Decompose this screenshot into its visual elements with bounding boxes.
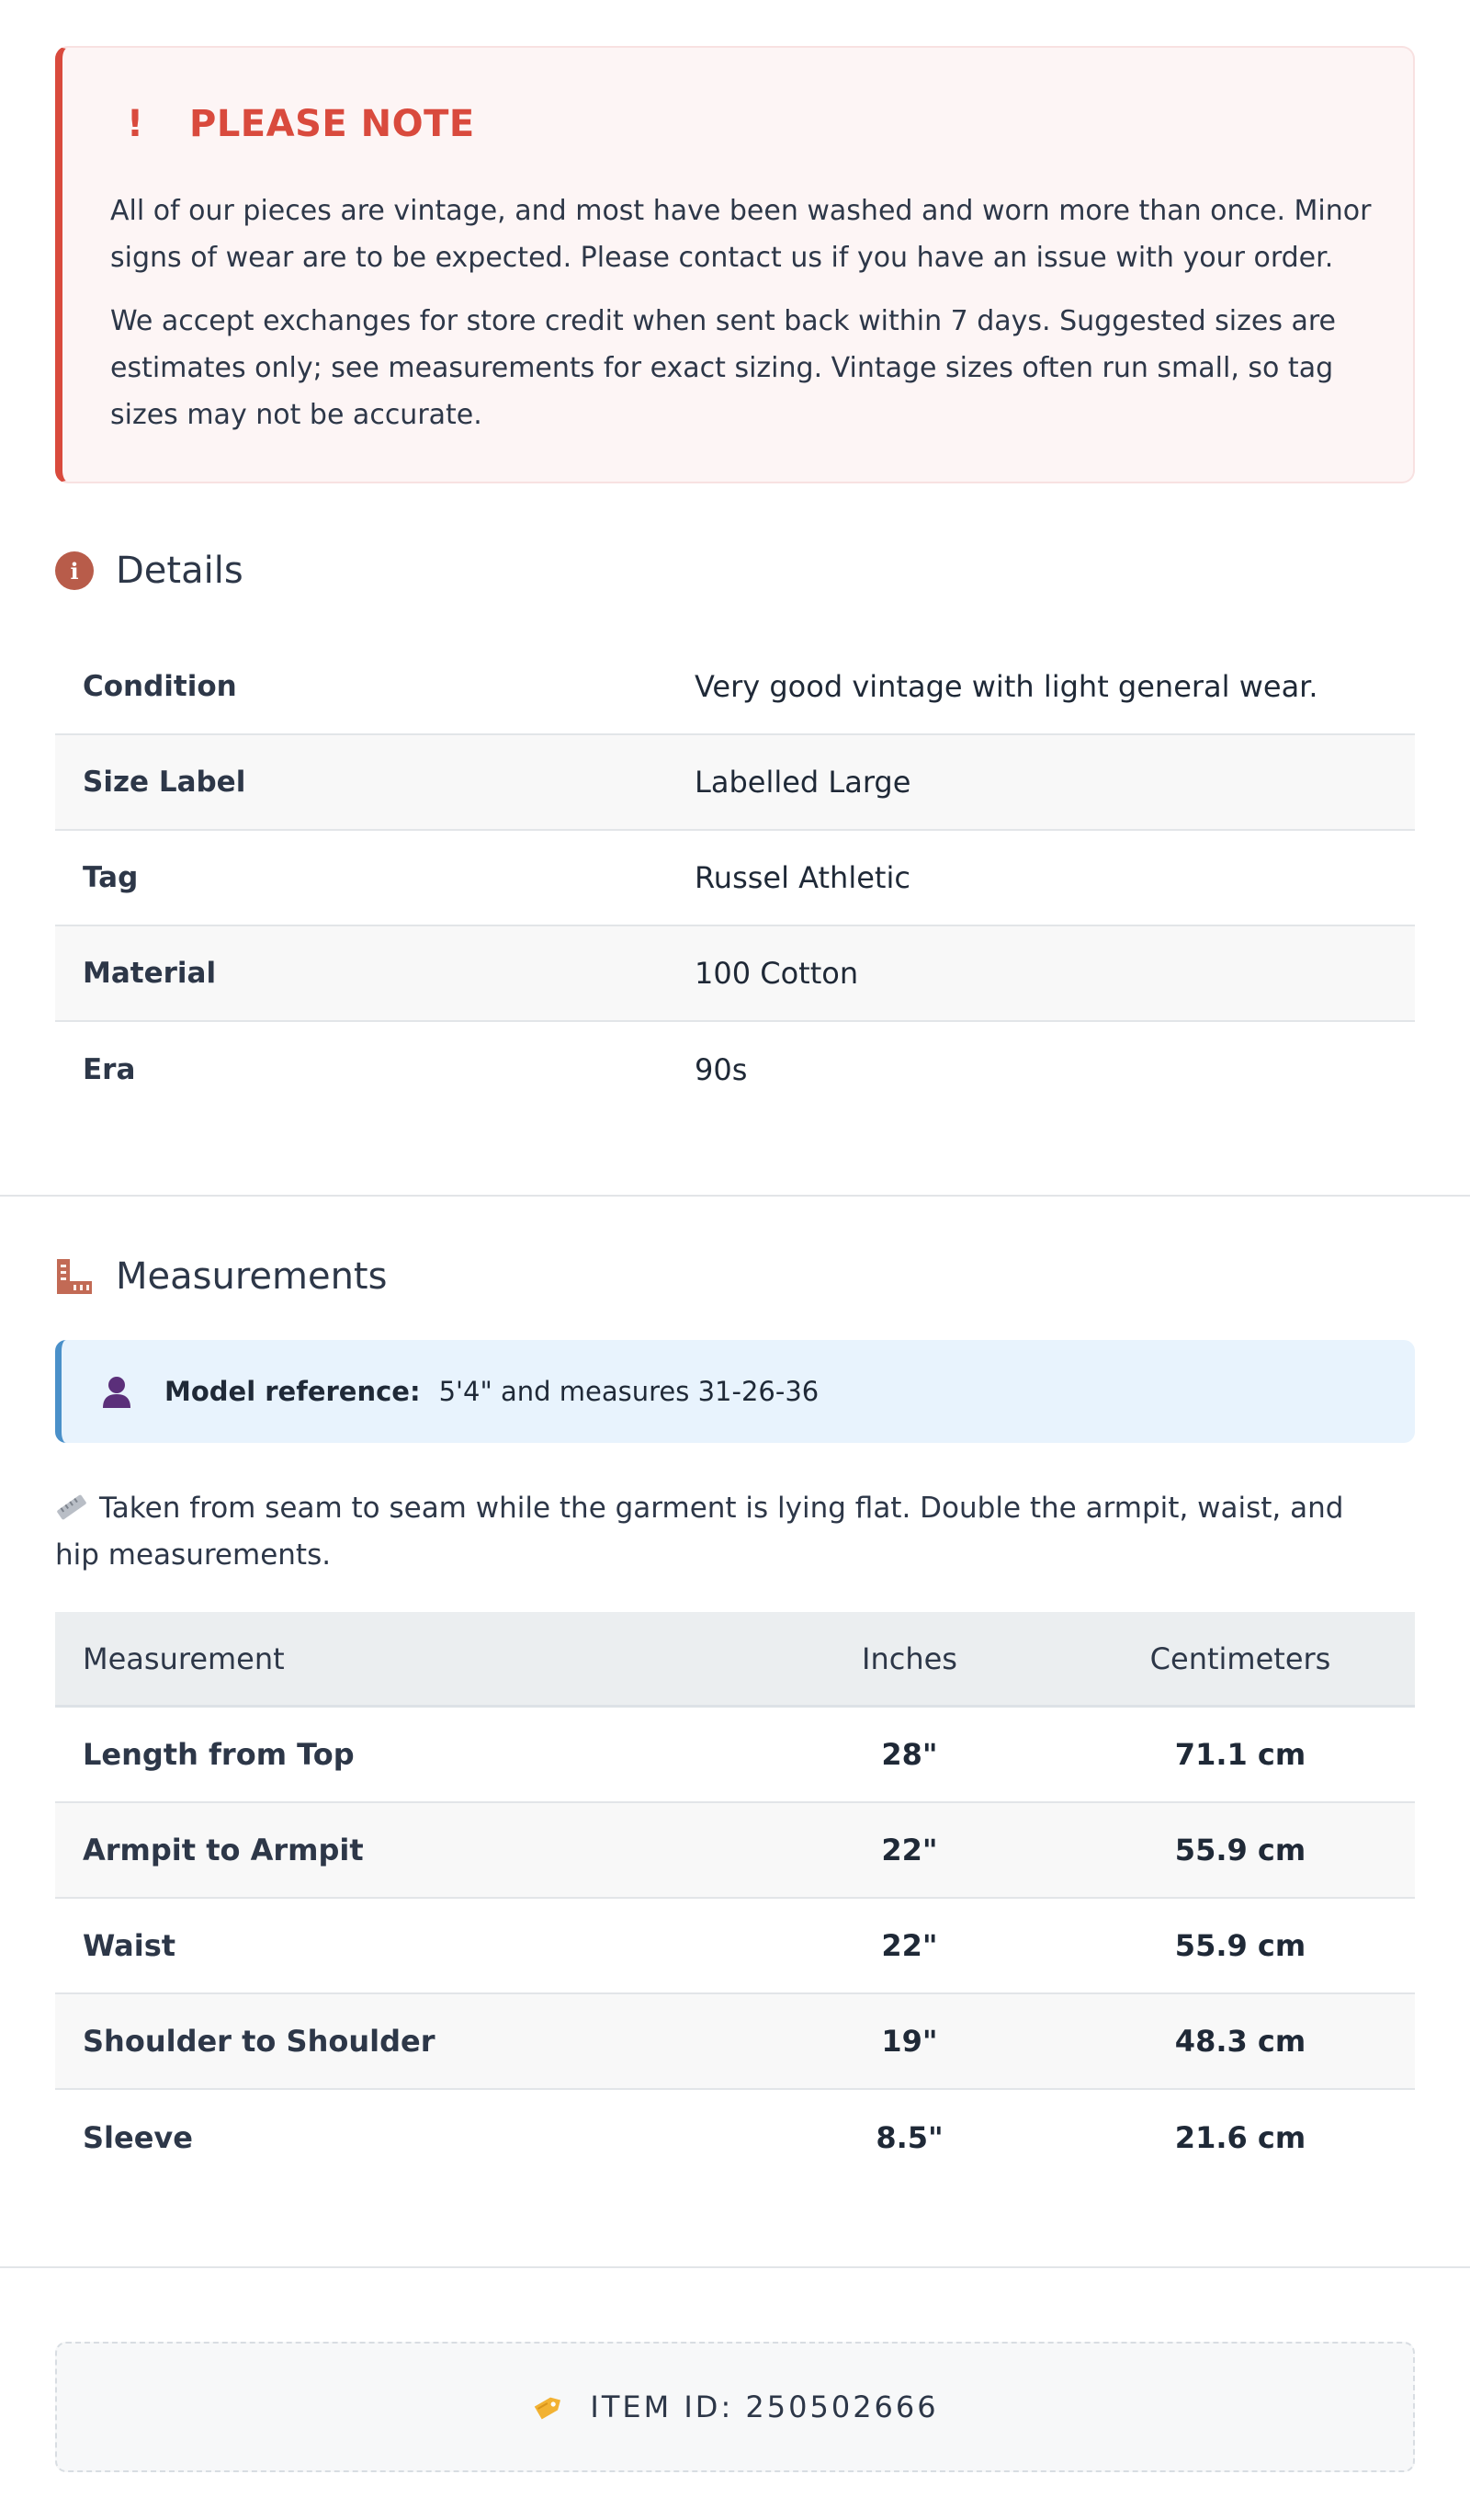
notice-paragraph: We accept exchanges for store credit when sent back within 7 days. Suggested sizes are estimates only; see measurements for exact sizing. Vintage sizes often run small, so tag sizes may not be accurate.: [110, 305, 1337, 431]
measurement-name: Sleeve: [83, 2120, 193, 2155]
measurements-heading: [55, 1255, 387, 1298]
column-header: Measurement: [83, 1640, 285, 1676]
details-label: Size Label: [83, 766, 246, 799]
table-header-row: [55, 1612, 1415, 1708]
details-value: Russel Athletic: [695, 860, 910, 895]
measurement-inches: 8.5": [876, 2120, 944, 2155]
details-value: 100 Cotton: [695, 956, 859, 991]
details-value: Very good vintage with light general wear.: [695, 669, 1318, 704]
section-divider: [0, 1195, 1470, 1197]
measurement-note: [55, 1485, 1378, 1579]
measurement-name: Shoulder to Shoulder: [83, 2024, 435, 2059]
item-id-box: [55, 2342, 1415, 2472]
measurement-cm: 71.1 cm: [1174, 1737, 1306, 1772]
measurement-inches: 22": [881, 1928, 938, 1963]
table-row: [55, 1994, 1415, 2090]
measurement-name: Armpit to Armpit: [83, 1833, 364, 1867]
details-row: [55, 735, 1415, 831]
details-table: [55, 640, 1415, 1118]
column-header: Inches: [862, 1640, 957, 1676]
table-row: [55, 1708, 1415, 1803]
measurement-cm: 55.9 cm: [1174, 1833, 1306, 1867]
measurement-cm: 55.9 cm: [1174, 1928, 1306, 1963]
measurement-name: Waist: [83, 1928, 176, 1963]
person-icon: [98, 1373, 135, 1410]
notice-paragraph: All of our pieces are vintage, and most have been washed and worn more than once. Minor signs of wear are to be expected. Please contact us if you have an issue with your order.: [110, 195, 1372, 274]
details-label: Condition: [83, 670, 237, 703]
details-label: Tag: [83, 861, 139, 894]
measurement-inches: 19": [881, 2024, 938, 2059]
tag-icon: [531, 2389, 566, 2424]
details-row: [55, 831, 1415, 926]
item-id-text: ITEM ID: 250502666: [590, 2389, 939, 2424]
table-row: [55, 1899, 1415, 1994]
notice-header: [121, 103, 475, 145]
details-row: [55, 1022, 1415, 1118]
model-reference-value: 5'4" and measures 31-26-36: [438, 1376, 820, 1407]
table-row: [55, 1803, 1415, 1899]
notice-title: PLEASE NOTE: [189, 103, 475, 145]
details-label: Material: [83, 957, 217, 990]
measurement-cm: 48.3 cm: [1174, 2024, 1306, 2059]
measurements-table: [55, 1612, 1415, 2185]
measurements-title: Measurements: [116, 1255, 388, 1298]
measurement-inches: 28": [881, 1737, 938, 1772]
details-value: 90s: [695, 1052, 748, 1087]
exclamation-icon: !: [126, 103, 144, 145]
measurement-note-text: Taken from seam to seam while the garment is lying flat. Double the armpit, waist, and hip measurements.: [55, 1492, 1344, 1572]
measurement-cm: 21.6 cm: [1174, 2120, 1306, 2155]
table-row: [55, 2090, 1415, 2185]
info-icon: i: [55, 551, 94, 590]
details-row: [55, 640, 1415, 735]
ruler-icon: [55, 1489, 88, 1516]
details-title: Details: [116, 550, 243, 592]
column-header: Centimeters: [1149, 1640, 1331, 1676]
section-divider: [0, 2266, 1470, 2268]
measurement-name: Length from Top: [83, 1737, 355, 1772]
model-reference-box: [55, 1340, 1415, 1443]
details-row: [55, 926, 1415, 1022]
measurement-inches: 22": [881, 1833, 938, 1867]
details-label: Era: [83, 1053, 136, 1086]
model-reference-label: Model reference:: [164, 1376, 421, 1407]
details-heading: [55, 550, 243, 592]
details-value: Labelled Large: [695, 765, 911, 800]
please-note-box: [55, 46, 1415, 483]
ruler-icon: [55, 1257, 94, 1296]
